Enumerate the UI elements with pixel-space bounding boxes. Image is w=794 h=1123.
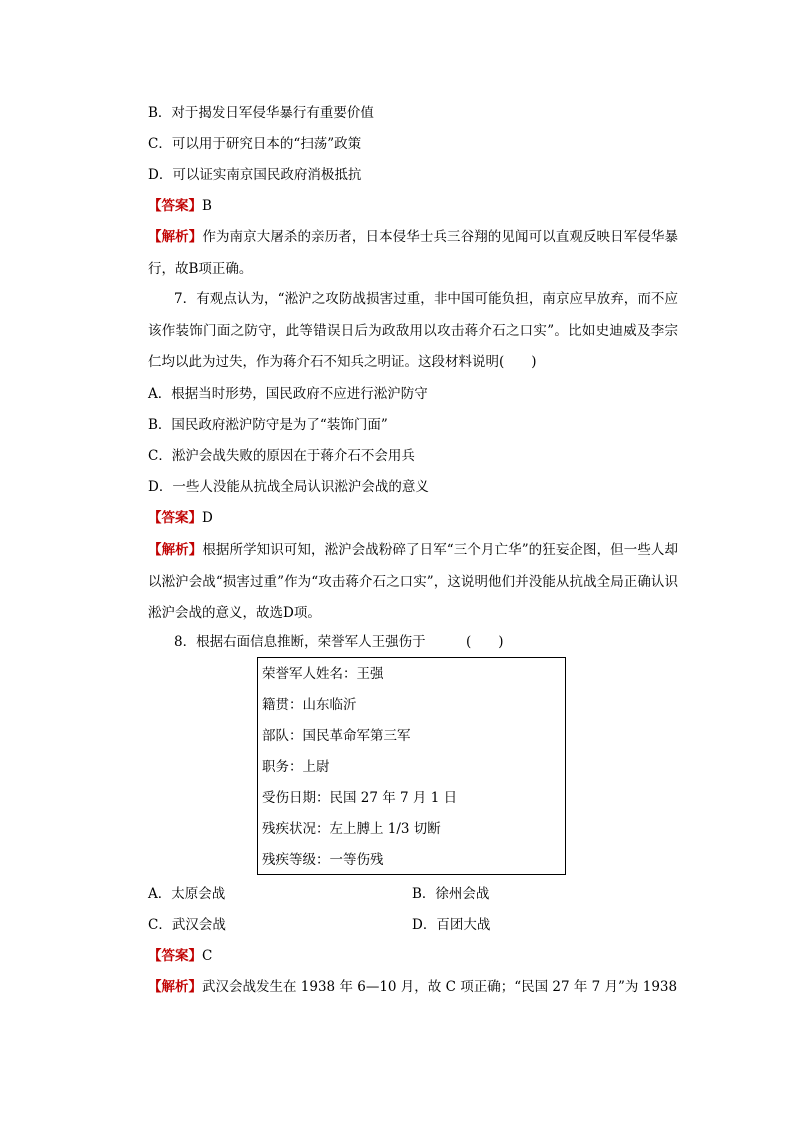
q6-option-d: D．可以证实南京国民政府消极抵抗 xyxy=(148,167,362,183)
q8-option-d: D．百团大战 xyxy=(412,917,491,933)
q8-option-a: A．太原会战 xyxy=(148,886,226,902)
q7-option-d: D．一些人没能从抗战全局认识淞沪会战的意义 xyxy=(148,479,429,495)
answer-label: 【答案】 xyxy=(148,510,202,526)
q7-option-b: B．国民政府淞沪防守是为了“装饰门面” xyxy=(148,417,388,433)
analysis-text: 武汉会战发生在 1938 年 6—10 月，故 C 项正确；“民国 27 年 7 月”为 1938 xyxy=(202,979,678,995)
q6-analysis xyxy=(148,222,678,285)
card-unit: 部队：国民革命军第三军 xyxy=(262,728,411,744)
q7-option-c: C．淞沪会战失败的原因在于蒋介石不会用兵 xyxy=(148,448,415,464)
answer-label: 【答案】 xyxy=(148,198,202,214)
card-origin: 籍贯：山东临沂 xyxy=(262,697,357,713)
q7-stem: 7．有观点认为，“淞沪之攻防战损害过重，非中国可能负担，南京应早放弃，而不应该作装饰门面之防守，此等错误日后为政敌用以攻击蒋介石之口实”。比如史迪威及李宗仁均以此为过失，作为蒋介石不知兵之明证。这段材料说明( ) xyxy=(148,291,678,370)
answer-value: D xyxy=(202,510,213,526)
answer-value: B xyxy=(202,198,212,214)
q8-paren: ( ) xyxy=(466,634,504,650)
q7-option-a: A．根据当时形势，国民政府不应进行淞沪防守 xyxy=(148,386,428,402)
q8-answer xyxy=(148,946,212,966)
card-rank: 职务：上尉 xyxy=(262,759,330,775)
q8-analysis xyxy=(148,977,677,997)
card-disability: 残疾状况：左上膊上 1/3 切断 xyxy=(262,821,441,837)
analysis-label: 【解析】 xyxy=(148,542,203,558)
answer-value: C xyxy=(202,948,213,964)
analysis-text: 作为南京大屠杀的亲历者，日本侵华士兵三谷翔的见闻可以直观反映日军侵华暴行，故B项正确。 xyxy=(148,229,679,277)
q8-option-c: C．武汉会战 xyxy=(148,917,226,933)
analysis-text: 根据所学知识可知，淞沪会战粉碎了日军“三个月亡华”的狂妄企图，但一些人却以淞沪会战“损害过重”作为“攻击蒋介石之口实”，这说明他们并没能从抗战全局正确认识淞沪会战的意义，故选D项。 xyxy=(148,542,678,621)
q7-analysis xyxy=(148,535,678,630)
card-injury-date: 受伤日期：民国 27 年 7 月 1 日 xyxy=(262,790,458,806)
q6-option-c: C．可以用于研究日本的“扫荡”政策 xyxy=(148,136,362,152)
q7-answer xyxy=(148,508,213,528)
analysis-label: 【解析】 xyxy=(148,979,202,995)
analysis-label: 【解析】 xyxy=(148,229,203,245)
card-name: 荣誉军人姓名：王强 xyxy=(262,666,384,682)
q6-option-b: B．对于揭发日军侵华暴行有重要价值 xyxy=(148,105,374,121)
q8-option-b: B．徐州会战 xyxy=(412,886,490,902)
q6-answer xyxy=(148,196,212,216)
answer-label: 【答案】 xyxy=(148,948,202,964)
honor-card xyxy=(257,657,566,875)
card-grade: 残疾等级：一等伤残 xyxy=(262,852,384,868)
q8-stem: 8．根据右面信息推断，荣誉军人王强伤于 xyxy=(174,634,426,650)
